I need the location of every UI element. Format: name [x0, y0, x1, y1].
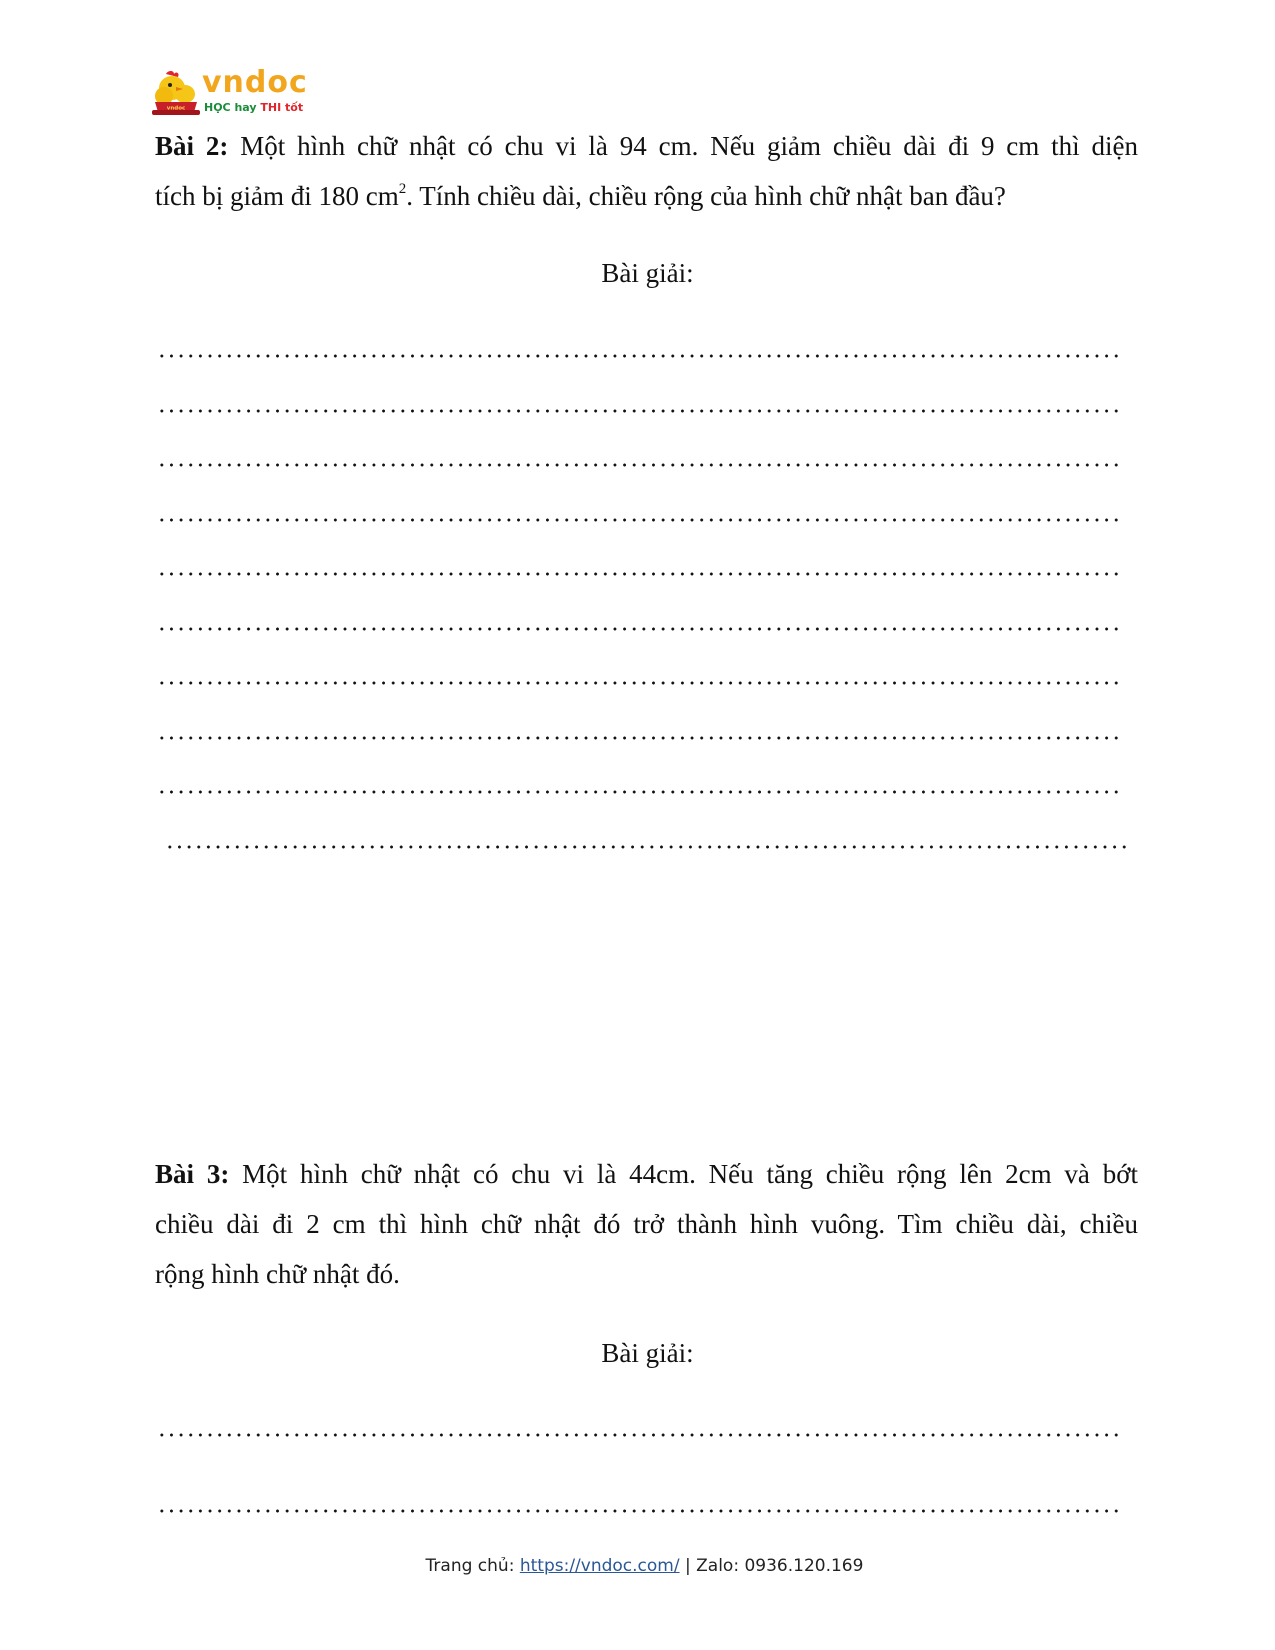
- problem-2-statement: [155, 121, 1138, 221]
- answer-line: [157, 624, 1120, 634]
- answer-line: [157, 406, 1120, 416]
- homepage-link[interactable]: https://vndoc.com/: [519, 1556, 680, 1576]
- answer-line: [165, 842, 1128, 852]
- answer-line: [157, 1430, 1120, 1440]
- footer-separator: |: [679, 1556, 697, 1576]
- answer-line: [157, 569, 1120, 579]
- problem-3-label: Bài 3:: [155, 1159, 230, 1189]
- answer-line: [157, 787, 1120, 797]
- problem-3-line-2: chiều dài đi 2 cm thì hình chữ nhật đó trở thành hình vuông. Tìm chiều dài, chiều: [155, 1209, 1138, 1239]
- slogan-green: HỌC hay: [204, 101, 257, 114]
- slogan-red: THI tốt: [260, 101, 304, 114]
- answer-line: [157, 1506, 1120, 1516]
- problem-2-label: Bài 2:: [155, 131, 229, 161]
- problem-2-line-2: tích bị giảm đi 180 $cm^2$. Tính chiều dài, chiều rộng của hình chữ nhật ban đầu?: [155, 181, 1006, 211]
- footer-contact: Zalo: 0936.120.169: [696, 1556, 864, 1576]
- answer-line: [157, 351, 1120, 361]
- chicken-mascot-icon: [152, 70, 200, 116]
- superscript: 2: [398, 181, 407, 197]
- answer-line: [157, 515, 1120, 525]
- problem-3-statement: [155, 1149, 1138, 1299]
- brand-name: vndoc: [202, 65, 308, 100]
- problem-3-line-3: rộng hình chữ nhật đó.: [155, 1259, 400, 1289]
- problem-3-line-1: Bài 3: Một hình chữ nhật có chu vi là 44cm. Nếu tăng chiều rộng lên 2cm và bớt: [155, 1159, 1138, 1189]
- svg-text:vndoc: vndoc: [166, 105, 186, 112]
- vndoc-logo: [152, 65, 312, 118]
- answer-line: [157, 460, 1120, 470]
- page-footer: [0, 1555, 1275, 1577]
- answer-line: [157, 678, 1120, 688]
- problem-2-solution-heading: Bài giải:: [601, 258, 694, 288]
- brand-slogan: [204, 101, 303, 115]
- answer-line: [157, 733, 1120, 743]
- problem-2-line-1: Bài 2: Một hình chữ nhật có chu vi là 94 cm. Nếu giảm chiều dài đi 9 cm thì diện: [155, 131, 1139, 161]
- problem-3-solution-heading: Bài giải:: [601, 1338, 694, 1368]
- footer-prefix: Trang chủ:: [425, 1556, 520, 1576]
